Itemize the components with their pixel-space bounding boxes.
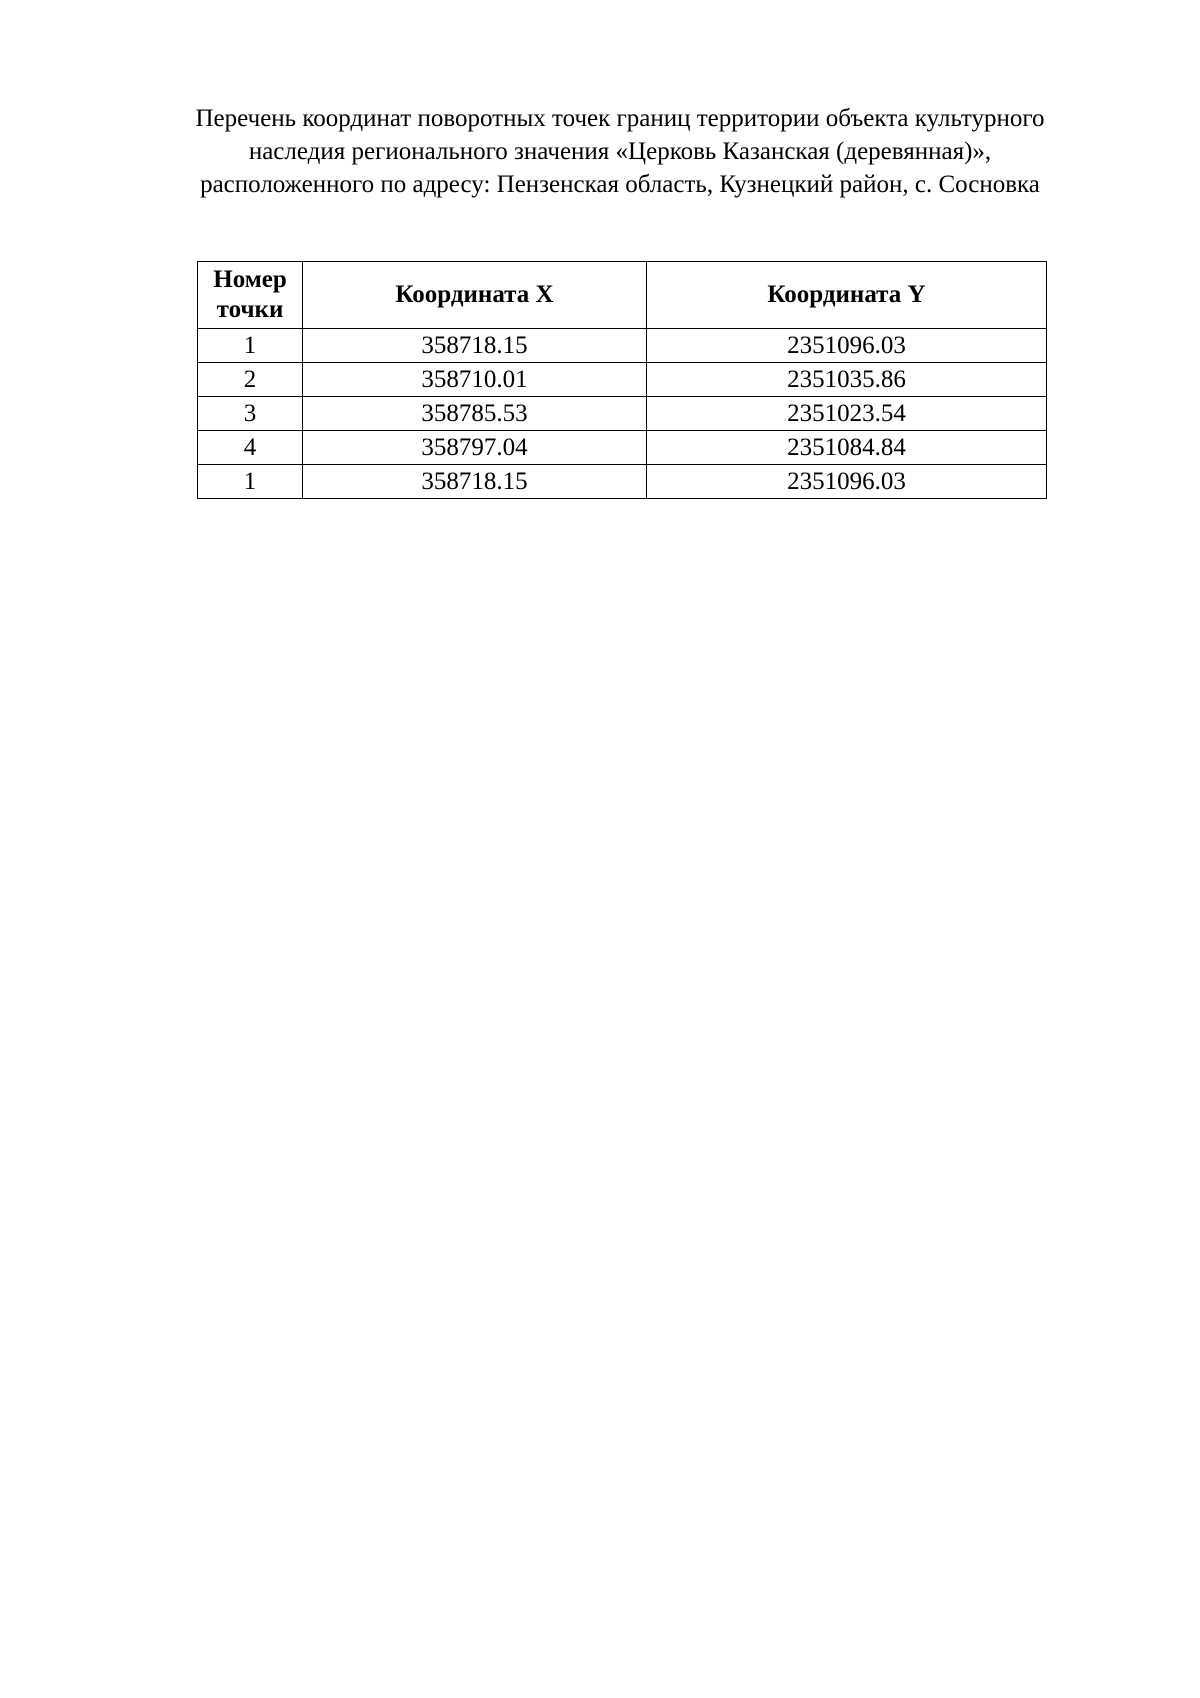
header-coordinate-x: Координата X [303, 262, 647, 329]
table-row [198, 431, 1047, 465]
cell-point: 1 [198, 329, 303, 363]
header-point-number [198, 262, 303, 329]
header-coordinate-y: Координата Y [647, 262, 1047, 329]
document-title [130, 102, 1110, 201]
table-row [198, 329, 1047, 363]
cell-x: 358797.04 [303, 431, 647, 465]
title-line-3: расположенного по адресу: Пензенская область, Кузнецкий район, с. Сосновка [200, 171, 1040, 198]
cell-point: 2 [198, 363, 303, 397]
cell-y: 2351096.03 [647, 465, 1047, 499]
cell-y: 2351096.03 [647, 329, 1047, 363]
header-point-line-2: точки [216, 296, 284, 323]
cell-y: 2351035.86 [647, 363, 1047, 397]
table-header-row [198, 262, 1047, 329]
title-line-1: Перечень координат поворотных точек границ территории объекта культурного [195, 105, 1045, 132]
header-point-line-1: Номер [213, 266, 287, 293]
coordinates-table [197, 261, 1047, 499]
table-row [198, 397, 1047, 431]
cell-x: 358785.53 [303, 397, 647, 431]
table-row [198, 465, 1047, 499]
title-line-2: наследия регионального значения «Церковь Казанская (деревянная)», [248, 138, 992, 165]
cell-x: 358710.01 [303, 363, 647, 397]
cell-point: 1 [198, 465, 303, 499]
cell-x: 358718.15 [303, 329, 647, 363]
cell-point: 4 [198, 431, 303, 465]
cell-y: 2351084.84 [647, 431, 1047, 465]
cell-x: 358718.15 [303, 465, 647, 499]
cell-point: 3 [198, 397, 303, 431]
table-row [198, 363, 1047, 397]
cell-y: 2351023.54 [647, 397, 1047, 431]
